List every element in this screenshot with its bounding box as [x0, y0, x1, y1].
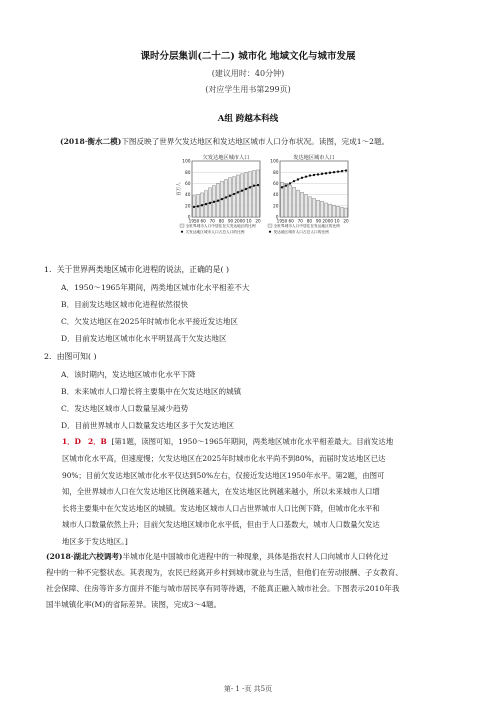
question-2-option-d: D．目前世界城市人口数量发达地区多于欠发达地区	[61, 421, 235, 430]
series-point	[249, 186, 251, 188]
bar	[296, 190, 299, 217]
question-2-option-a: A．该时期内，发达地区城市化水平下降	[61, 370, 196, 379]
series-point	[285, 184, 287, 186]
legend-label: 全世界城市人口中居住在欠发达地区的比例	[185, 224, 256, 228]
question-1-option-d: D．目前发达地区城市化水平明显高于欠发达地区	[61, 334, 227, 343]
bar	[256, 170, 259, 217]
question-2-option-b: B．未来城市人口增长将主要集中在欠发达地区的城镇	[61, 387, 242, 396]
series-point	[313, 174, 315, 176]
chart-title: 欠发达地区城市人口	[202, 155, 250, 161]
suggested-time: (建议用时：40分钟)	[211, 69, 285, 78]
bar	[252, 171, 255, 217]
series-point	[197, 205, 199, 207]
series-point	[201, 204, 203, 206]
legend-label: 发达地区城市人口占总人口的比例	[273, 230, 329, 234]
page-title: 课时分层集训(二十二) 城市化 地域文化与城市发展	[140, 51, 356, 62]
bar	[244, 173, 247, 217]
series-point	[341, 170, 343, 172]
x-tick-label: 60	[288, 218, 294, 224]
x-tick-label: 10	[334, 218, 340, 224]
y-tick-label: 0	[187, 215, 191, 221]
y-axis-label: 百万人	[177, 182, 182, 196]
intro-2-source: (2018·湖北六校调考)	[46, 552, 123, 561]
question-2-stem: 2．由图可知( )	[44, 352, 97, 361]
series-point	[317, 173, 319, 175]
bar	[340, 207, 343, 217]
y-tick-label: 20	[273, 204, 279, 210]
legend-label: 全世界城市人口中居住在发达地区的比例	[273, 224, 340, 228]
x-tick-label: 1950	[188, 218, 200, 224]
y-tick-label: 100	[182, 159, 191, 165]
series-point	[221, 198, 223, 200]
legend-swatch-bar	[180, 224, 184, 227]
legend-label: 欠发达地区城市人口占总人口的比例	[185, 230, 245, 234]
bar	[304, 195, 307, 217]
y-tick-label: 60	[185, 182, 191, 187]
bar	[328, 204, 331, 217]
series-point	[301, 177, 303, 179]
x-tick-label: 70	[209, 218, 215, 224]
answer-line: 城市人口数量依然上升；目前欠发达地区城市化水平低，但由于人口基数大，城市人口数量欠发达	[62, 520, 380, 530]
page-footer: 第- 1 -页 共5页	[223, 685, 273, 693]
y-tick-label: 20	[185, 204, 191, 210]
series-point	[257, 184, 259, 186]
answer-first-line	[62, 434, 480, 450]
series-point	[225, 196, 227, 198]
bar	[312, 199, 315, 217]
series-point	[309, 174, 311, 176]
series-point	[293, 180, 295, 182]
y-tick-label: 40	[185, 193, 191, 199]
answer-key-2: 2．B	[88, 437, 107, 446]
series-point	[281, 186, 283, 188]
intro-2-line: 国半城镇化率(M)的省际差异。读图，完成3～4题。	[46, 600, 222, 609]
bar	[336, 206, 339, 217]
question-1-stem: 1．关于世界两类地区城市化进程的说法，正确的是( )	[44, 265, 230, 274]
x-tick-label: 90	[315, 218, 322, 224]
series-point	[329, 172, 331, 174]
legend-swatch-bar	[268, 224, 272, 227]
x-tick-label: 2000	[322, 218, 334, 224]
bar	[344, 208, 347, 217]
intro-2-line: 社会保障、住房等许多方面并不能与城市居民享有同等待遇，不能真正融入城市社会。下图表示2010年我	[46, 584, 400, 593]
bar	[248, 172, 251, 217]
series-point	[337, 170, 339, 172]
series-point	[229, 195, 231, 197]
x-tick-label: 20	[343, 218, 349, 224]
intro-source: (2018·衡水二模)	[60, 137, 122, 146]
intro-2-paragraph	[46, 549, 464, 613]
answer-line: 90%；目前欠发达地区城市化水平仅达到50%左右，仅接近发达地区1950年水平。第2题，由图可	[62, 470, 385, 480]
y-tick-label: 100	[270, 159, 279, 165]
series-point	[253, 184, 255, 186]
x-tick-label: 60	[200, 218, 206, 224]
x-tick-label: 90	[227, 218, 234, 224]
answer-line: 区城市化水平高，但速度慢；欠发达地区在2025年时城市化水平尚不到80%，而届时发达地区已达	[62, 454, 386, 463]
bar	[320, 201, 323, 217]
legend-swatch-point	[181, 231, 183, 233]
x-tick-label: 10	[246, 218, 252, 224]
series-point	[321, 173, 323, 175]
series-point	[209, 202, 211, 204]
intro-2-line: (2018·湖北六校调考)半城市化是中国城市化进程中的一种现象，具体是指农村人口向城市人口转化过	[46, 552, 389, 561]
answer-line: 地区多于发达地区。]	[62, 536, 128, 546]
x-tick-label: 20	[255, 218, 261, 224]
figure-urban-population	[176, 151, 352, 255]
bar	[240, 174, 243, 217]
chart-svg	[176, 151, 352, 255]
series-point	[289, 182, 291, 184]
series-point	[333, 171, 335, 173]
bar	[324, 203, 327, 217]
bar	[232, 177, 235, 217]
question-1-option-c: C．欠发达地区在2025年时城市化水平接近发达地区	[61, 317, 239, 326]
x-tick-label: 80	[306, 218, 313, 224]
series-point	[233, 193, 235, 195]
bar	[288, 185, 291, 217]
answer-line: 长将主要集中在欠发达地区的城镇。发达地区城市人口占世界城市人口比例下降，但城市化水平和	[62, 503, 380, 513]
intro-text: 下图反映了世界欠发达地区和发达地区城市人口分布状况。读图，完成1～2题。	[121, 137, 390, 146]
series-point	[193, 206, 195, 208]
series-point	[305, 175, 307, 177]
x-tick-label: 70	[297, 218, 303, 224]
bar	[236, 175, 239, 217]
x-tick-label: 80	[218, 218, 225, 224]
answer-explanation	[62, 451, 462, 551]
bar	[284, 183, 287, 217]
y-tick-label: 40	[273, 193, 279, 199]
series-point	[213, 201, 215, 203]
bar	[292, 187, 295, 217]
series-point	[205, 203, 207, 205]
question-1-option-b: B．目前发达地区城市化进程依然很快	[61, 300, 189, 309]
book-reference: (对应学生用书第299页)	[205, 85, 291, 94]
bar	[300, 192, 303, 217]
series-point	[237, 191, 239, 193]
bar	[316, 200, 319, 217]
chart-title: 发达地区城市人口	[293, 155, 335, 161]
series-point	[325, 172, 327, 174]
x-tick-label: 1950	[276, 218, 288, 224]
answer-explanation-lead: [第1题，读图可知，1950～1965年期间，两类地区城市化水平相差最大。目前发达地	[111, 437, 394, 446]
y-tick-label: 80	[185, 170, 191, 176]
series-point	[241, 189, 243, 191]
y-tick-label: 80	[273, 170, 279, 176]
bar	[332, 205, 335, 217]
answer-line: 知，全世界城市人口在欠发达地区比例越来越大，在发达地区比例越来越小，所以未来城市人口增	[62, 487, 380, 497]
question-1-option-a: A．1950～1965年期间，两类地区城市化水平相差不大	[61, 283, 250, 292]
y-tick-label: 60	[273, 182, 279, 187]
y-tick-label: 0	[275, 215, 279, 221]
answer-key-1: 1．D	[62, 437, 81, 446]
legend-swatch-point	[269, 231, 271, 233]
series-point	[217, 200, 219, 202]
intro-paragraph	[60, 135, 480, 149]
intro-2-line: 程中的一种不完整状态。其表现为，农民已经离开乡村到城市就业与生活，但他们在劳动报酬、子女教育、	[46, 568, 403, 577]
series-point	[245, 188, 247, 190]
bar	[308, 197, 311, 217]
question-2-option-c: C．发达地区城市人口数量呈减少趋势	[61, 404, 189, 413]
series-point	[297, 178, 299, 180]
bar	[228, 178, 231, 217]
x-tick-label: 2000	[234, 218, 246, 224]
section-heading: A组 跨越本科线	[217, 114, 279, 124]
series-point	[345, 169, 347, 171]
